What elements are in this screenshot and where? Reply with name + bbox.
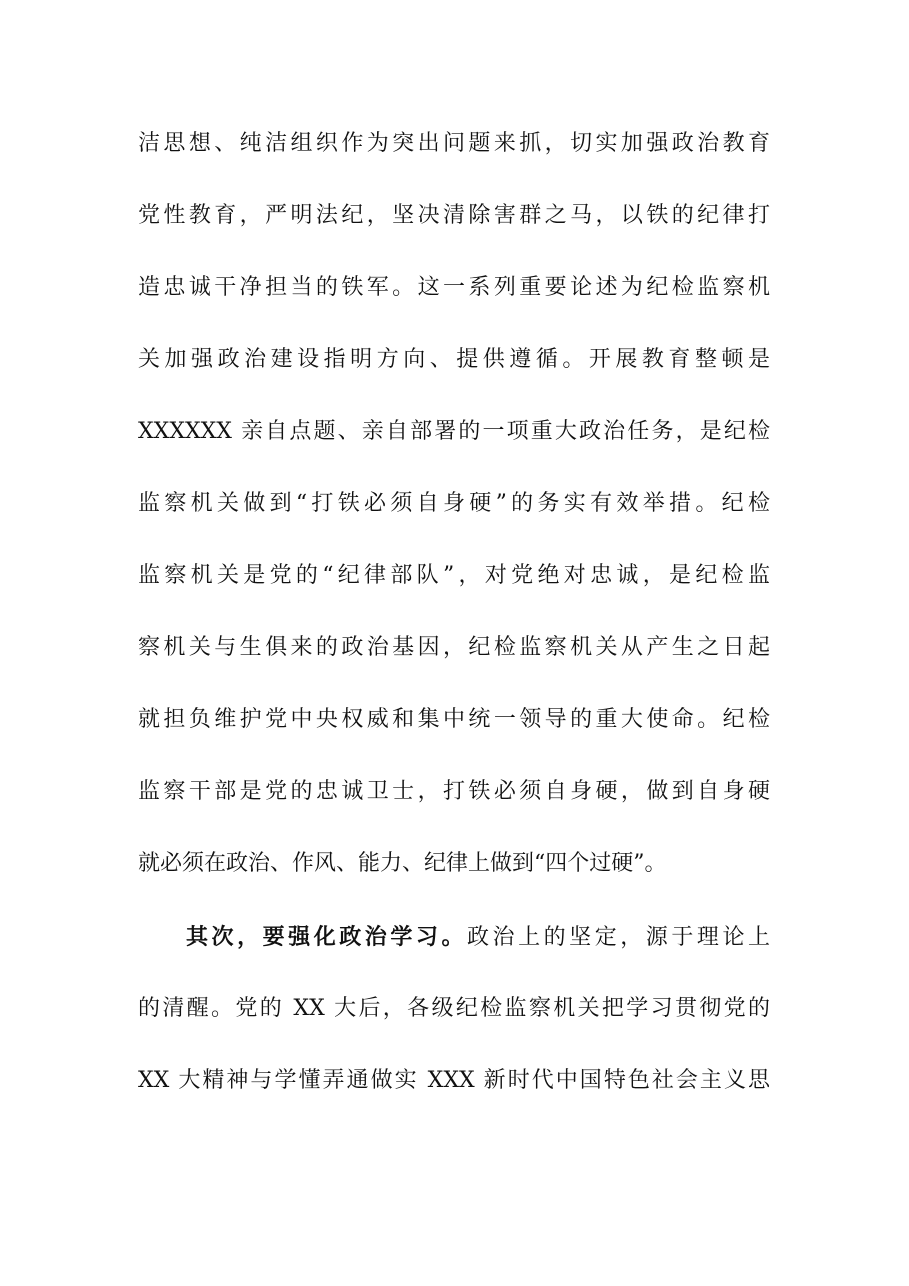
text-line-1: 洁思想、纯洁组织作为突出问题来抓，切实加强政治教育 [138, 131, 770, 156]
text-line-4: 关加强政治建设指明方向、提供遵循。开展教育整顿是 [138, 347, 770, 372]
text-line-10: 监察干部是党的忠诚卫士，打铁必须自身硬，做到自身硬 [138, 779, 770, 804]
text-line-2: 党性教育，严明法纪，坚决清除害群之马，以铁的纪律打 [138, 203, 770, 228]
text-line-11: 就必须在政治、作风、能力、纪律上做到“四个过硬”。 [138, 851, 667, 876]
paragraph-heading: 其次，要强化政治学习。 [186, 924, 467, 950]
text-line-6: 监察机关做到“打铁必须自身硬”的务实有效举措。纪检 [138, 491, 770, 516]
paragraph-2-line-3: XX 大精神与学懂弄通做实 XXX 新时代中国特色社会主义思 [138, 1068, 770, 1093]
text-line-9: 就担负维护党中央权威和集中统一领导的重大使命。纪检 [138, 707, 770, 732]
text-line-3: 造忠诚干净担当的铁军。这一系列重要论述为纪检监察机 [138, 275, 770, 300]
paragraph-2-line-2: 的清醒。党的 XX 大后，各级纪检监察机关把学习贯彻党的 [138, 996, 770, 1021]
paragraph-2-first-line-text: 政治上的坚定，源于理论上 [467, 925, 770, 950]
paragraph-2-first-line [186, 917, 770, 957]
text-line-5: XXXXXX 亲自点题、亲自部署的一项重大政治任务，是纪检 [138, 419, 770, 444]
text-line-8: 察机关与生俱来的政治基因，纪检监察机关从产生之日起 [138, 635, 770, 660]
text-line-7: 监察机关是党的“纪律部队”，对党绝对忠诚，是纪检监 [138, 563, 770, 588]
